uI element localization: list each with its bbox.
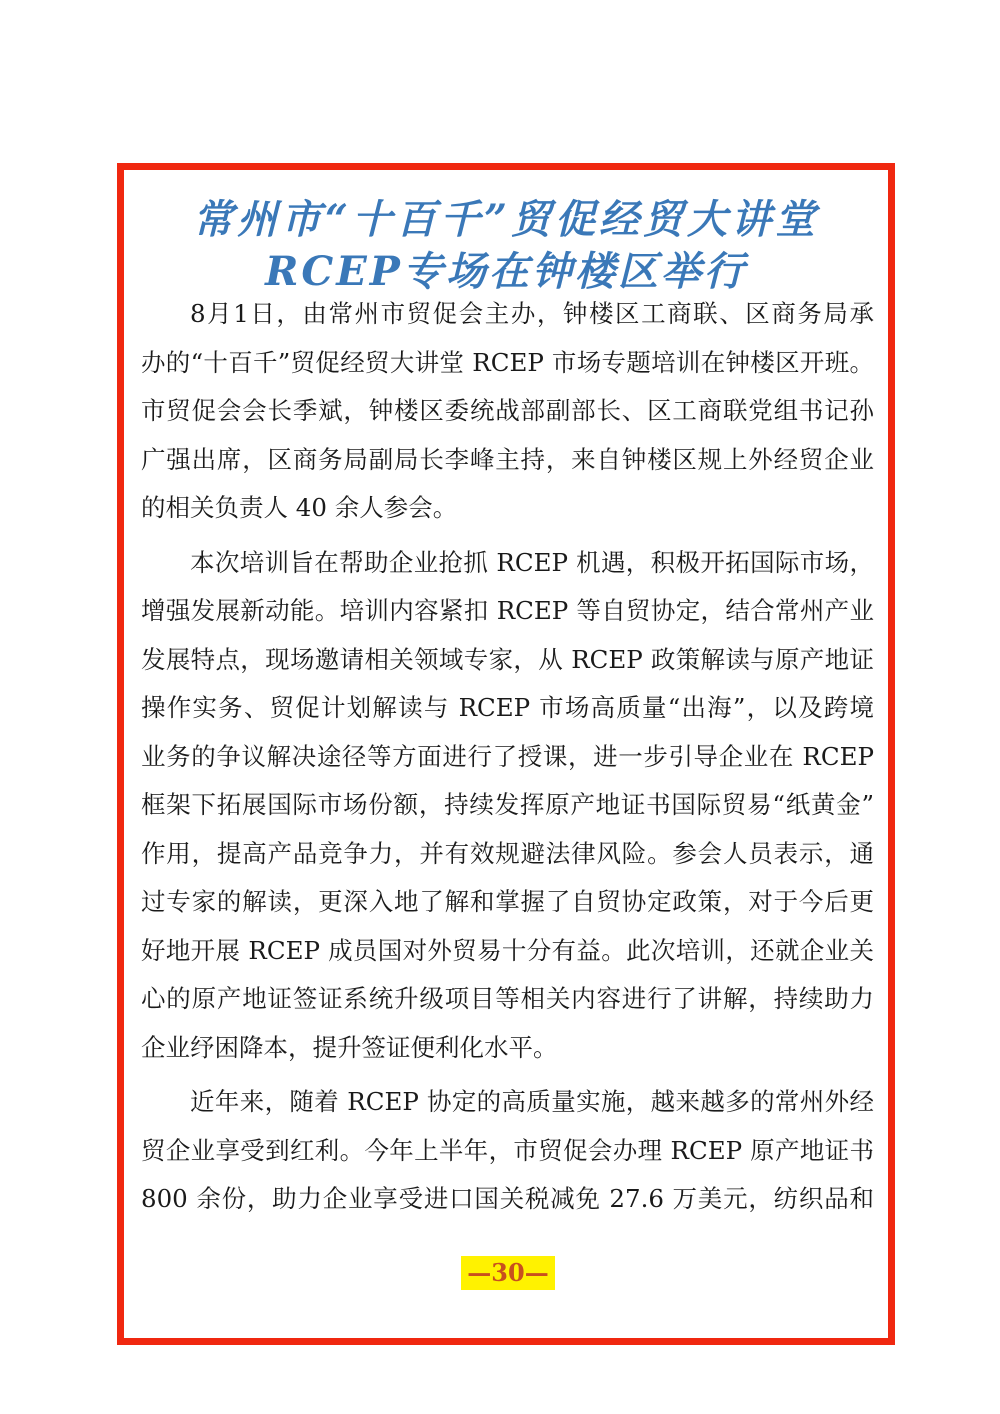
paragraph-2 bbox=[141, 539, 874, 1073]
text-line: 本次培训旨在帮助企业抢抓 RCEP 机遇，积极开拓国际市场， bbox=[190, 547, 874, 577]
article-title-line-1: 常州市“十百千”贸促经贸大讲堂 bbox=[192, 196, 819, 243]
text-line: 800 余份，助力企业享受进口国关税减免 27.6 万美元，纺织品和 bbox=[141, 1184, 874, 1213]
article-body bbox=[141, 290, 874, 1224]
text-line: 操作实务、贸促计划解读与 RCEP 市场高质量“出海”，以及跨境 bbox=[141, 693, 874, 722]
text-line: 8月1日，由常州市贸促会主办，钟楼区工商联、区商务局承 bbox=[190, 299, 874, 328]
text-line: 作用，提高产品竞争力，并有效规避法律风险。参会人员表示，通 bbox=[141, 838, 874, 868]
text-line: 心的原产地证签证系统升级项目等相关内容进行了讲解，持续助力 bbox=[141, 984, 874, 1013]
text-line: 办的“十百千”贸促经贸大讲堂 RCEP 市场专题培训在钟楼区开班。 bbox=[141, 347, 874, 377]
paragraph-1 bbox=[141, 290, 874, 533]
text-line: 框架下拓展国际市场份额，持续发挥原产地证书国际贸易“纸黄金” bbox=[141, 790, 874, 819]
text-line: 市贸促会会长季斌，钟楼区委统战部副部长、区工商联党组书记孙 bbox=[141, 396, 874, 425]
text-line: 好地开展 RCEP 成员国对外贸易十分有益。此次培训，还就企业关 bbox=[141, 935, 874, 965]
page-number: —30— bbox=[461, 1256, 555, 1290]
article-title-line-2: RCEP专场在钟楼区举行 bbox=[265, 248, 747, 295]
text-line: 过专家的解读，更深入地了解和掌握了自贸协定政策，对于今后更 bbox=[141, 887, 874, 916]
text-line: 广强出席，区商务局副局长李峰主持，来自钟楼区规上外经贸企业 bbox=[141, 444, 874, 474]
text-line: 企业纾困降本，提升签证便利化水平。 bbox=[141, 1032, 558, 1062]
text-line: 的相关负责人 40 余人参会。 bbox=[141, 493, 458, 522]
text-line: 贸企业享受到红利。今年上半年，市贸促会办理 RCEP 原产地证书 bbox=[141, 1135, 874, 1165]
paragraph-3 bbox=[141, 1078, 874, 1224]
text-line: 近年来，随着 RCEP 协定的高质量实施，越来越多的常州外经 bbox=[190, 1087, 874, 1116]
text-line: 发展特点，现场邀请相关领域专家，从 RCEP 政策解读与原产地证 bbox=[141, 644, 874, 674]
page-border-frame bbox=[117, 163, 895, 1345]
text-line: 业务的争议解决途径等方面进行了授课，进一步引导企业在 RCEP bbox=[141, 741, 874, 771]
text-line: 增强发展新动能。培训内容紧扣 RCEP 等自贸协定，结合常州产业 bbox=[141, 596, 874, 625]
